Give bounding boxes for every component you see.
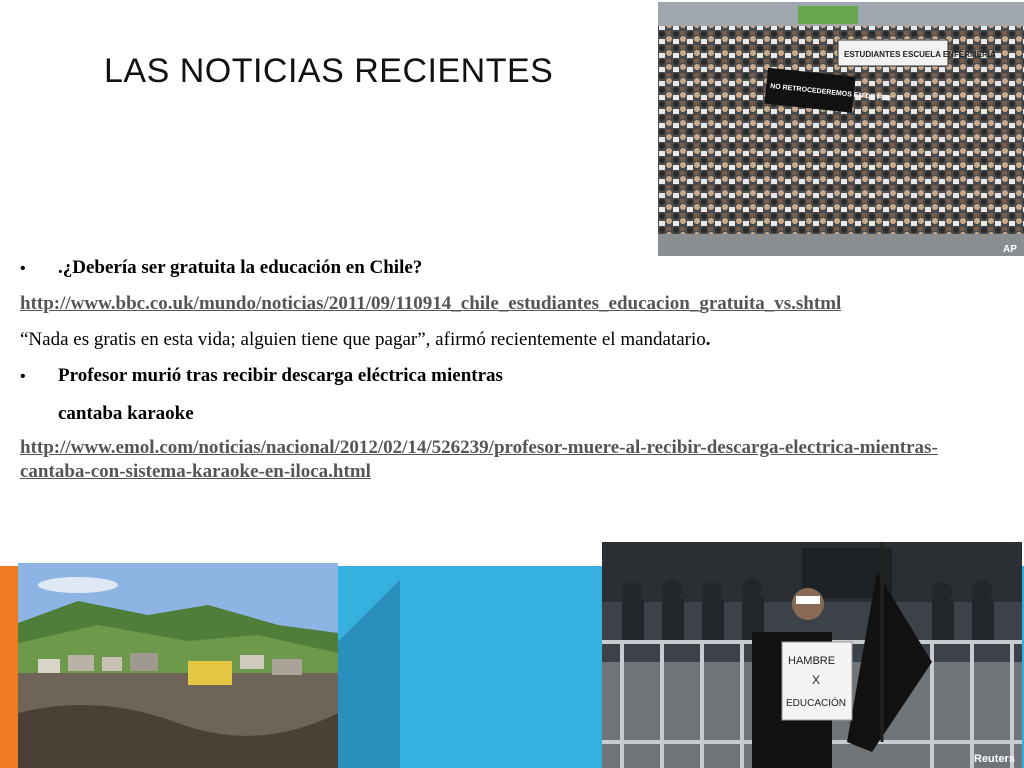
quote-end: . bbox=[705, 329, 711, 350]
bullet-icon: • bbox=[20, 260, 26, 277]
protest-sign-line1: HAMBRE bbox=[788, 655, 836, 667]
protest-sign-line2: X bbox=[812, 673, 821, 687]
bullet-icon: • bbox=[20, 368, 26, 385]
student-protester-photo bbox=[602, 542, 1022, 768]
emol-article-link[interactable]: http://www.emol.com/noticias/nacional/2012/02/14/526239/profesor-muere-al-recibir-descarga-electrica-mientras-cantaba-con-sistema-karaoke-en-iloca.html bbox=[20, 437, 938, 482]
coastal-village-photo bbox=[18, 563, 338, 768]
bbc-article-link[interactable]: http://www.bbc.co.uk/mundo/noticias/2011/09/110914_chile_estudiantes_educacion_gratuita_vs.shtml bbox=[20, 293, 842, 314]
item1-heading: .¿Debería ser gratuita la educación en Chile? bbox=[58, 257, 423, 278]
slide-title: LAS NOTICIAS RECIENTES bbox=[104, 52, 554, 90]
bullet-item-2 bbox=[20, 364, 940, 390]
item2-heading-line1: Profesor murió tras recibir descarga eléctrica mientras bbox=[58, 365, 503, 386]
protest-banner-1: ESTUDIANTES ESCUELA ENFERMERIA bbox=[844, 50, 996, 59]
slide-body bbox=[20, 256, 940, 484]
bullet-item-1 bbox=[20, 256, 940, 282]
photo-credit-ap: AP bbox=[1003, 244, 1017, 255]
decorative-band-orange bbox=[0, 566, 18, 768]
quote-text: “Nada es gratis en esta vida; alguien tiene que pagar”, afirmó recientemente el mandatario bbox=[20, 329, 706, 350]
quote-paragraph bbox=[20, 328, 940, 352]
crowd-protest-photo bbox=[658, 2, 1024, 256]
item2-heading-line2: cantaba karaoke bbox=[58, 403, 194, 424]
protest-banner-2: NO RETROCEDEREMOS EN DE FEB bbox=[769, 83, 892, 103]
protest-sign-line3: EDUCACIÓN bbox=[786, 698, 847, 709]
photo-credit-reuters: Reuters bbox=[974, 753, 1015, 765]
